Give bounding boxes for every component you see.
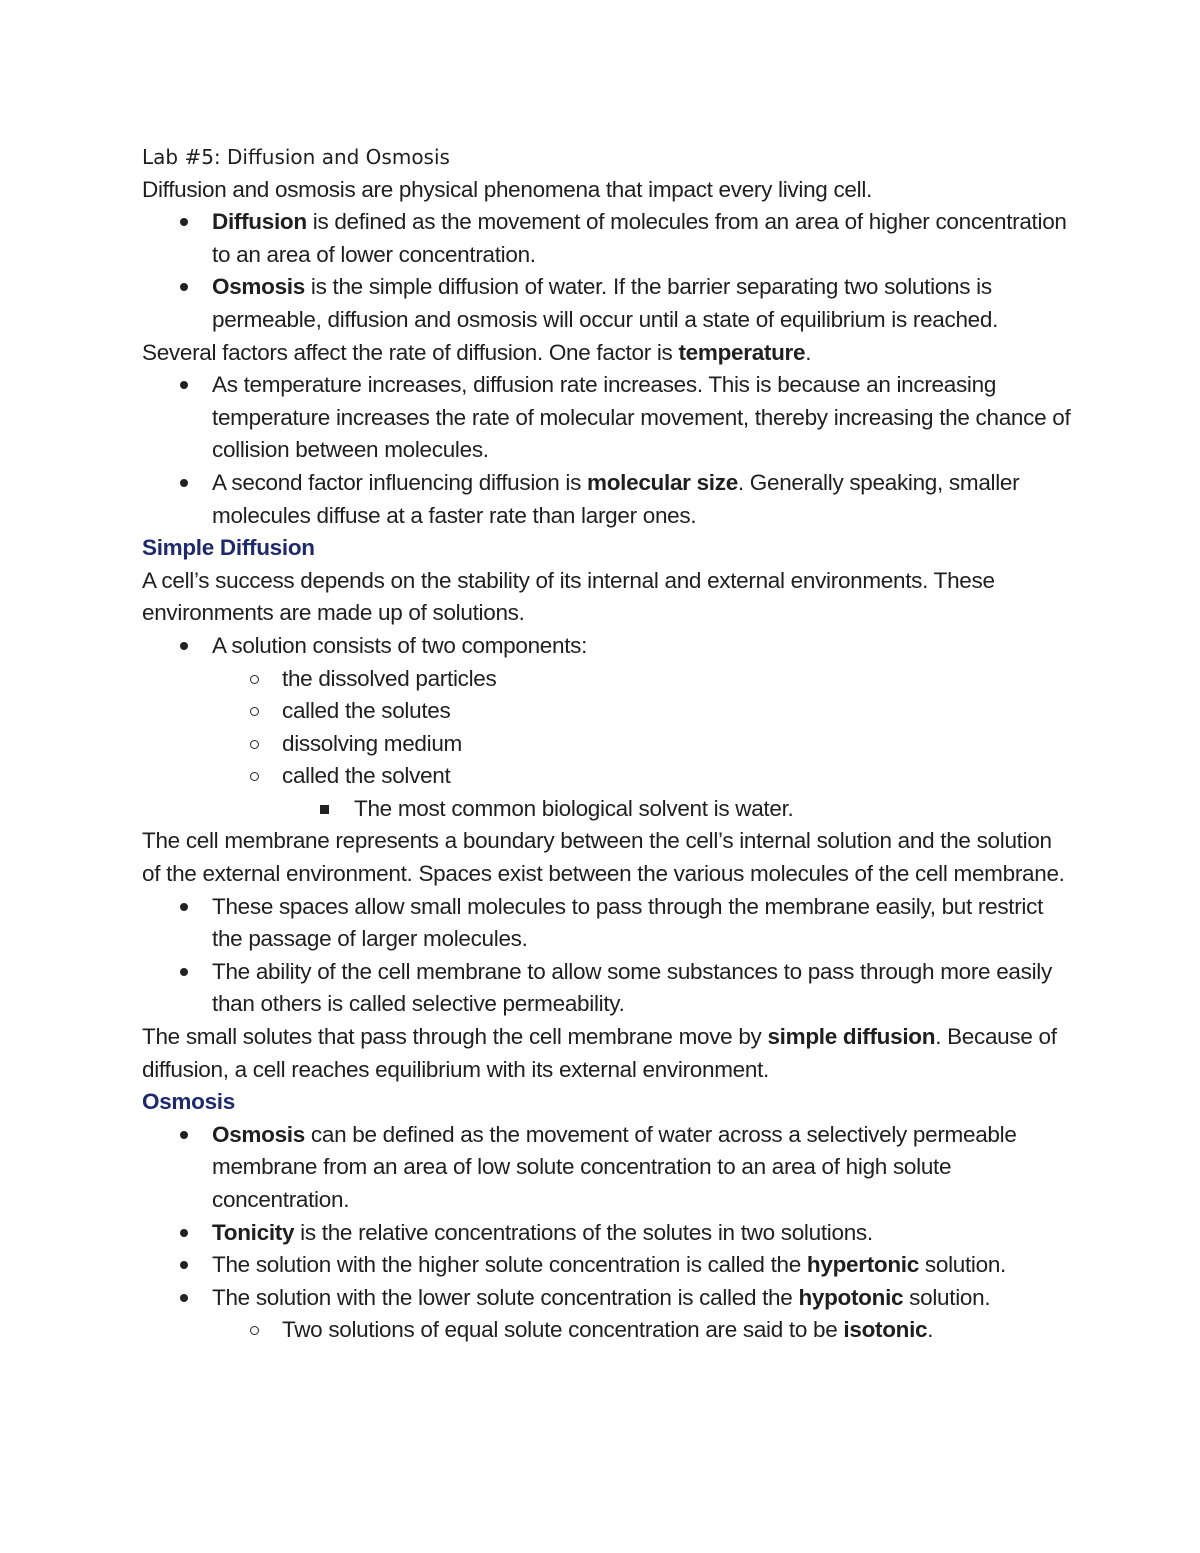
simple-diffusion-closing: The small solutes that pass through the cell membrane move by simple diffusion. Because of diffusion, a cell reaches equilibrium with its external environment.	[142, 1024, 1057, 1082]
list-item: The solution with the higher solute concentration is called the hypertonic solution.	[142, 1249, 1072, 1282]
list-item: These spaces allow small molecules to pass through the membrane easily, but restrict the passage of larger molecules.	[142, 891, 1072, 956]
list-item: Osmosis can be defined as the movement of water across a selectively permeable membrane from an area of low solute concentration to an area of high solute concentration.	[142, 1119, 1072, 1217]
solvent-note-list	[142, 793, 1072, 826]
section-heading-osmosis: Osmosis	[142, 1089, 235, 1115]
list-item: Diffusion is defined as the movement of molecules from an area of higher concentration to an area of lower concentration.	[142, 206, 1072, 271]
list-item: Osmosis is the simple diffusion of water. If the barrier separating two solutions is permeable, diffusion and osmosis will occur until a state of equilibrium is reached.	[142, 271, 1072, 336]
intro-paragraph: Diffusion and osmosis are physical phenomena that impact every living cell.	[142, 176, 872, 202]
list-item: called the solutes	[142, 695, 1072, 728]
osmosis-list	[142, 1119, 1072, 1315]
list-item: As temperature increases, diffusion rate increases. This is because an increasing temperature increases the rate of molecular movement, thereby increasing the chance of collision between molecules.	[142, 369, 1072, 467]
list-item: The ability of the cell membrane to allow some substances to pass through more easily than others is called selective permeability.	[142, 956, 1072, 1021]
isotonic-list	[142, 1314, 1072, 1347]
list-item: Tonicity is the relative concentrations of the solutes in two solutions.	[142, 1217, 1072, 1250]
list-item: The solution with the lower solute concentration is called the hypotonic solution.	[142, 1282, 1072, 1315]
list-item: A solution consists of two components:	[142, 630, 1072, 663]
list-item: called the solvent	[142, 760, 1072, 793]
solution-list	[142, 630, 1072, 663]
document-title: Lab #5: Diffusion and Osmosis	[142, 145, 450, 169]
solutions-paragraph: A cell’s success depends on the stability of its internal and external environments. These environments are made up of solutions.	[142, 567, 995, 626]
list-item: the dissolved particles	[142, 663, 1072, 696]
list-item: dissolving medium	[142, 728, 1072, 761]
list-item: The most common biological solvent is water.	[142, 793, 1072, 826]
solution-components-list	[142, 663, 1072, 793]
section-heading-simple-diffusion: Simple Diffusion	[142, 535, 315, 561]
list-item: A second factor influencing diffusion is molecular size. Generally speaking, smaller molecules diffuse at a faster rate than larger ones.	[142, 467, 1072, 532]
membrane-list	[142, 891, 1072, 1021]
factors-paragraph: Several factors affect the rate of diffusion. One factor is temperature.	[142, 339, 812, 365]
factors-list	[142, 369, 1072, 532]
intro-list	[142, 206, 1072, 336]
list-item: Two solutions of equal solute concentration are said to be isotonic.	[142, 1314, 1072, 1347]
document-page	[142, 141, 1072, 1347]
membrane-paragraph: The cell membrane represents a boundary between the cell’s internal solution and the solution of the external environment. Spaces exist between the various molecules of the cell membrane.	[142, 828, 1065, 887]
